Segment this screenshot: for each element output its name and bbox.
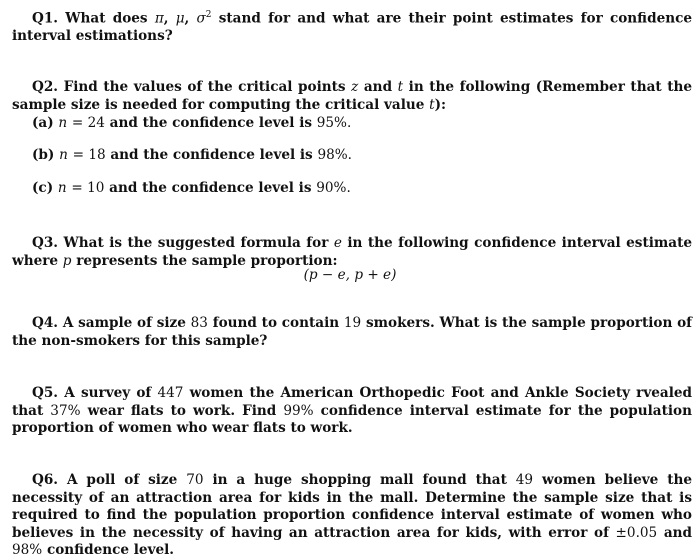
q2-item-c-label: (c) bbox=[32, 180, 54, 196]
q2-item-b-label: (b) bbox=[32, 147, 55, 163]
q4-text-c: smokers. What is the sample proportion of the non-smokers for this sample? bbox=[12, 315, 693, 349]
question-6 bbox=[12, 472, 692, 560]
q1-pi: π bbox=[154, 10, 164, 27]
q5-pct: 37% bbox=[50, 402, 81, 419]
q6-text-a: A poll of size bbox=[66, 472, 178, 488]
q3-text-b: in the following confidence interval estimate where bbox=[12, 235, 693, 269]
q2-item-b bbox=[32, 147, 352, 165]
q6-size: 70 bbox=[186, 472, 204, 488]
q6-count: 49 bbox=[515, 472, 534, 488]
q3-p: p bbox=[62, 252, 72, 269]
q2-item-a-level: 95%. bbox=[316, 115, 352, 131]
q4-text-a: A sample of size bbox=[62, 315, 186, 331]
q5-label: Q5. bbox=[32, 385, 59, 401]
q2-item-c-n: n bbox=[57, 180, 67, 196]
q1-sigma: σ bbox=[196, 10, 206, 27]
q6-err: ±0.05 bbox=[615, 524, 658, 541]
q2-and: and bbox=[363, 79, 393, 95]
q5-text-a: A survey of bbox=[64, 385, 152, 401]
q2-item-b-eq: = 18 bbox=[72, 147, 106, 163]
q4-text-b: found to contain bbox=[212, 315, 340, 331]
q3-text-a: What is the suggested formula for bbox=[63, 235, 329, 251]
q2-z: z bbox=[351, 79, 359, 95]
q1-exp: 2 bbox=[205, 10, 212, 20]
q2-item-b-text: and the confidence level is bbox=[110, 147, 313, 163]
q2-item-b-n: n bbox=[59, 147, 68, 163]
q2-item-a-n: n bbox=[58, 115, 68, 131]
q4-count: 19 bbox=[343, 315, 362, 331]
q3-formula: (p − e, p + e) bbox=[303, 267, 397, 283]
q2-item-c-text: and the confidence level is bbox=[109, 180, 312, 196]
q3-e: e bbox=[333, 235, 342, 251]
question-5 bbox=[12, 385, 692, 438]
q3-text-c: represents the sample proportion: bbox=[76, 252, 338, 269]
q6-conf: 98% bbox=[12, 542, 43, 558]
q5-text-d: confidence interval estimate for the population proportion of women who wear flats to work. bbox=[12, 402, 692, 436]
q2-intro-b: in the following (Remember that the sample size is needed for computing the critical value bbox=[12, 79, 693, 113]
q4-label: Q4. bbox=[32, 315, 59, 331]
q2-intro-a: Find the values of the critical points bbox=[63, 79, 346, 95]
q2-item-c-eq: = 10 bbox=[71, 180, 105, 196]
q1-text: stand for and what are their point estimates for confidence interval estimations? bbox=[12, 10, 693, 45]
q6-text-c: women believe the necessity of an attraction area for kids in the mall. Determine the sample size that is required to find the population proportion confidence interval estimate of women who believes in the necessity of having an attraction area for kids, with error of bbox=[12, 472, 693, 541]
q2-item-a-text: and the confidence level is bbox=[109, 115, 313, 131]
question-1: Q1. What does π, μ, $\sigma^2$ stand for and what are their point estimates for confidence interval estimations? bbox=[12, 10, 693, 45]
q4-size: 83 bbox=[190, 315, 208, 331]
q1-pre: What does bbox=[65, 10, 148, 27]
question-3 bbox=[12, 235, 692, 270]
q3-label: Q3. bbox=[32, 235, 59, 251]
q2-item-a-label: (a) bbox=[32, 115, 54, 131]
q5-text-b: women the American Orthopedic Foot and Ankle Society rvealed that bbox=[12, 385, 693, 419]
q6-text-e: confidence level. bbox=[46, 542, 175, 558]
q6-text-d: and bbox=[663, 524, 693, 541]
q5-count: 447 bbox=[157, 385, 184, 401]
q6-text-b: in a huge shopping mall found that bbox=[212, 472, 507, 488]
q1-mu: μ bbox=[175, 10, 185, 27]
q2-item-a-eq: = 24 bbox=[71, 115, 105, 131]
q6-label: Q6. bbox=[32, 472, 59, 488]
q2-item-b-level: 98%. bbox=[317, 147, 352, 163]
q1-label: Q1. bbox=[32, 10, 59, 27]
question-2 bbox=[12, 79, 692, 114]
q2-t2: t bbox=[429, 96, 435, 113]
q2-t: t bbox=[397, 79, 404, 95]
q2-intro-c: ): bbox=[434, 96, 447, 113]
q2-label: Q2. bbox=[32, 79, 59, 95]
q5-conf: 99% bbox=[283, 402, 314, 419]
q2-item-c bbox=[32, 180, 351, 198]
q2-item-a bbox=[32, 115, 351, 133]
q5-text-c: wear flats to work. Find bbox=[87, 402, 277, 419]
question-4 bbox=[12, 315, 692, 350]
q2-item-c-level: 90%. bbox=[316, 180, 351, 196]
